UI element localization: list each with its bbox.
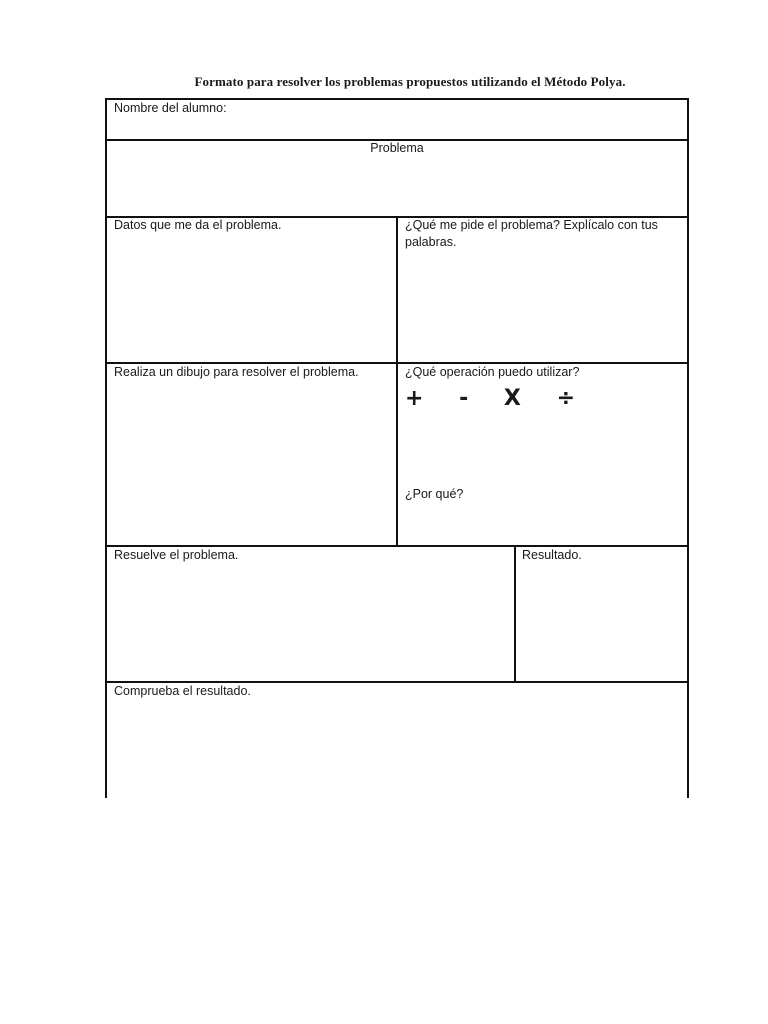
data-given-label: Datos que me da el problema. <box>114 218 282 232</box>
column-divider-middle <box>396 216 398 546</box>
solve-label: Resuelve el problema. <box>114 548 239 562</box>
student-name-label: Nombre del alumno: <box>114 101 227 115</box>
form-right-border <box>687 98 689 798</box>
divide-symbol: ÷ <box>556 386 575 411</box>
problem-label: Problema <box>370 141 424 155</box>
result-label: Resultado. <box>522 548 582 562</box>
column-divider-result <box>514 545 516 682</box>
why-label: ¿Por qué? <box>405 487 464 501</box>
operators-row <box>405 386 575 412</box>
minus-symbol: - <box>459 386 469 411</box>
drawing-label: Realiza un dibujo para resolver el problema. <box>114 365 359 379</box>
check-label: Comprueba el resultado. <box>114 684 251 698</box>
polya-form <box>105 98 689 798</box>
what-asked-label: ¿Qué me pide el problema? Explícalo con tus palabras. <box>405 218 658 249</box>
form-left-border <box>105 98 107 798</box>
times-symbol: X <box>503 386 521 411</box>
page-title: Formato para resolver los problemas propuestos utilizando el Método Polya. <box>194 74 626 89</box>
plus-symbol: + <box>405 386 424 411</box>
operation-label: ¿Qué operación puedo utilizar? <box>405 365 580 379</box>
